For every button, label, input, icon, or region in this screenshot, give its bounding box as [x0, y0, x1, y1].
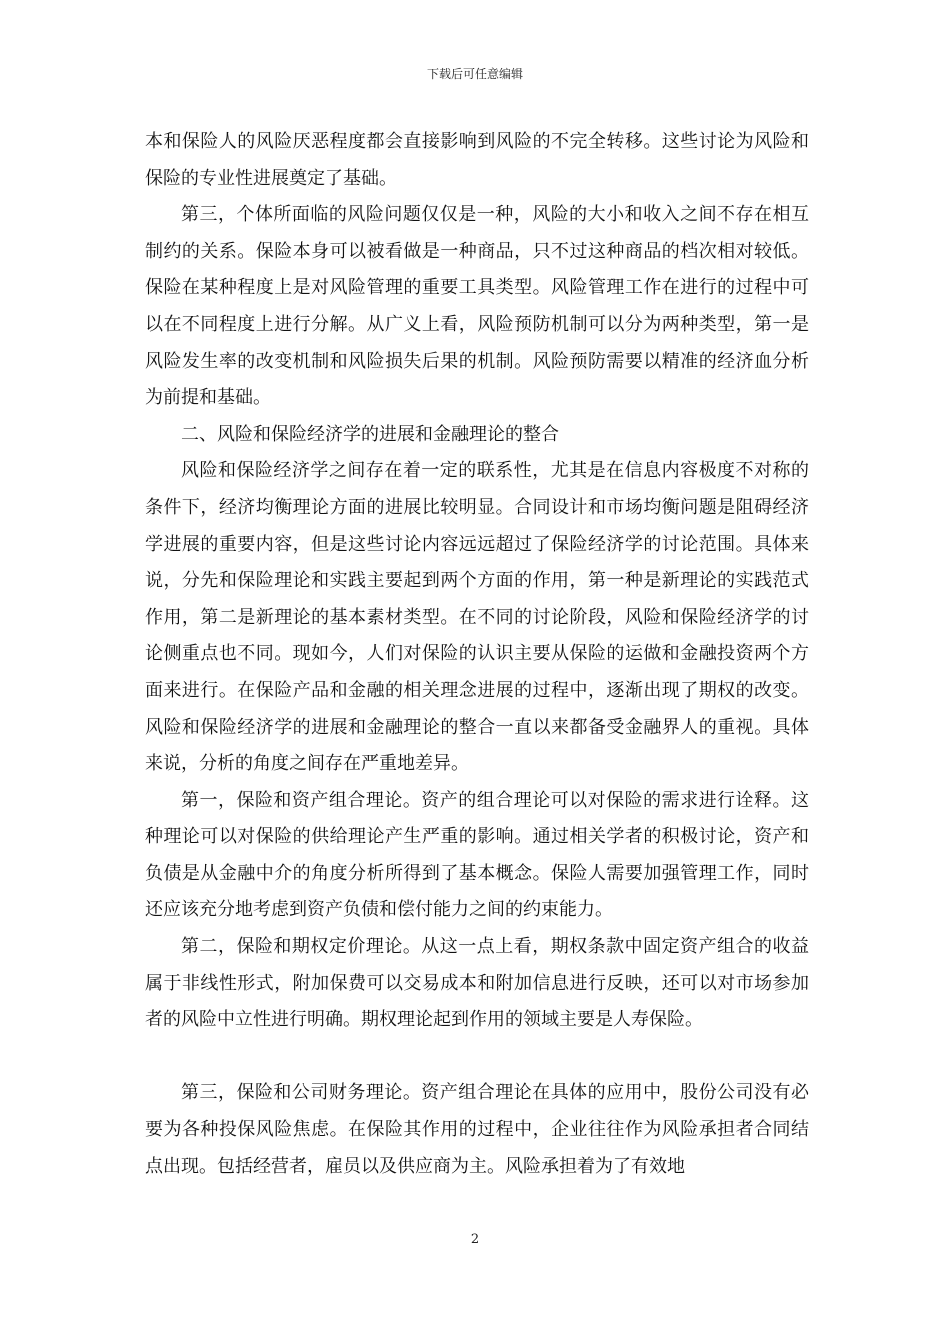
page-header: 下载后可任意编辑 [426, 67, 523, 81]
paragraph: 第二，保险和期权定价理论。从这一点上看，期权条款中固定资产组合的收益属于非线性形式，附加保费可以交易成本和附加信息进行反映，还可以对市场参加者的风险中立性进行明确。期权理论起到作用的领域主要是人寿保险。 [145, 936, 809, 1031]
paragraph: 第三，保险和公司财务理论。资产组合理论在具体的应用中，股份公司没有必要为各种投保风险焦虑。在保险其作用的过程中，企业往往作为风险承担者合同结点出现。包括经营者，雇员以及供应商为主。风险承担着为了有效地 [145, 1082, 809, 1177]
paragraph: 风险和保险经济学之间存在着一定的联系性，尤其是在信息内容极度不对称的条件下，经济均衡理论方面的进展比较明显。合同设计和市场均衡问题是阻碍经济学进展的重要内容，但是这些讨论内容远远超过了保险经济学的讨论范围。具体来说，分先和保险理论和实践主要起到两个方面的作用，第一种是新理论的实践范式作用，第二是新理论的基本素材类型。在不同的讨论阶段，风险和保险经济学的讨论侧重点也不同。现如今，人们对保险的认识主要从保险的运做和金融投资两个方面来进行。在保险产品和金融的相关理念进展的过程中，逐渐出现了期权的改变。风险和保险经济学的进展和金融理论的整合一直以来都备受金融界人的重视。具体来说，分析的角度之间存在严重地差异。 [145, 460, 809, 775]
document-body [145, 124, 809, 1185]
paragraph: 第一，保险和资产组合理论。资产的组合理论可以对保险的需求进行诠释。这种理论可以对保险的供给理论产生严重的影响。通过相关学者的积极讨论，资产和负债是从金融中介的角度分析所得到了基本概念。保险人需要加强管理工作，同时还应该充分地考虑到资产负债和偿付能力之间的约束能力。 [145, 789, 809, 921]
paragraph-continuation: 本和保险人的风险厌恶程度都会直接影响到风险的不完全转移。这些讨论为风险和保险的专业性进展奠定了基础。 [145, 131, 809, 189]
paragraph-gap [145, 1039, 809, 1076]
paragraph: 第三，个体所面临的风险问题仅仅是一种，风险的大小和收入之间不存在相互制约的关系。保险本身可以被看做是一种商品，只不过这种商品的档次相对较低。保险在某种程度上是对风险管理的重要工具类型。风险管理工作在进行的过程中可以在不同程度上进行分解。从广义上看，风险预防机制可以分为两种类型，第一是风险发生率的改变机制和风险损失后果的机制。风险预防需要以精准的经济血分析为前提和基础。 [145, 204, 809, 409]
section-heading: 二、风险和保险经济学的进展和金融理论的整合 [181, 423, 559, 445]
page-number: 2 [470, 1232, 480, 1247]
